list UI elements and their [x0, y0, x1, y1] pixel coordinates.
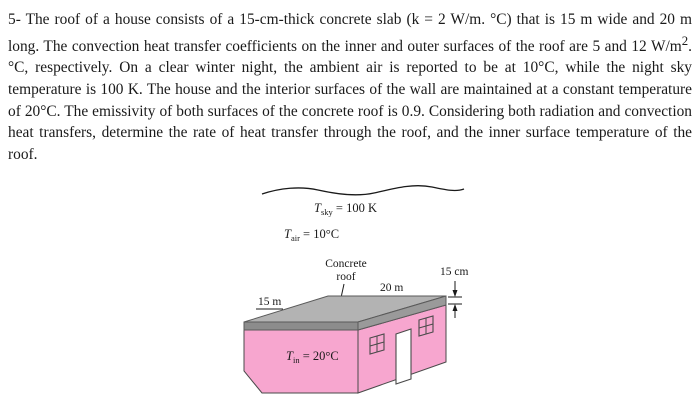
roof-label-line1: Concrete [325, 258, 367, 270]
roof-front-edge [244, 322, 358, 330]
problem-text-2: . °C, respectively. On a clear winter night, the ambient air is reported to be at 10°C, while the night sky temperature is 100 K. The house and the interior surfaces of the wall are maintained at a constant temperature of 20°C. The emissivity of both surfaces of the concrete roof is 0.9. Considering both radiation and convection heat transfers, determine the rate of heat transfer through the roof, and the inner surface temperature of the roof. [8, 37, 692, 163]
width-label: 15 m [258, 296, 282, 308]
roof-label-line2: roof [336, 271, 356, 283]
thickness-arrowhead-top [453, 290, 458, 297]
length-label: 20 m [380, 282, 404, 294]
t-in-label: $T_{in} = 20^\circ C$ [286, 349, 339, 365]
window-left [370, 334, 384, 354]
problem-text-1: The roof of a house consists of a 15-cm-thick concrete slab (k = 2 W/m. °C) that is 15 m wide and 20 m long. The convection heat transfer coefficients on the inner and outer surfaces of the roof are 5 and 12 W/m [8, 11, 692, 55]
problem-superscript: 2 [681, 33, 689, 48]
door [396, 329, 411, 384]
thickness-label: 15 cm [440, 266, 469, 278]
window-right [419, 316, 433, 336]
thickness-arrowhead-bottom [453, 304, 458, 311]
t-air-label: $T_{air} = 10^\circ C$ [284, 227, 340, 243]
sky-line [262, 186, 464, 195]
t-sky-label: $T_{sky} = 100$ K [314, 201, 377, 217]
problem-number: 5- [8, 11, 21, 28]
